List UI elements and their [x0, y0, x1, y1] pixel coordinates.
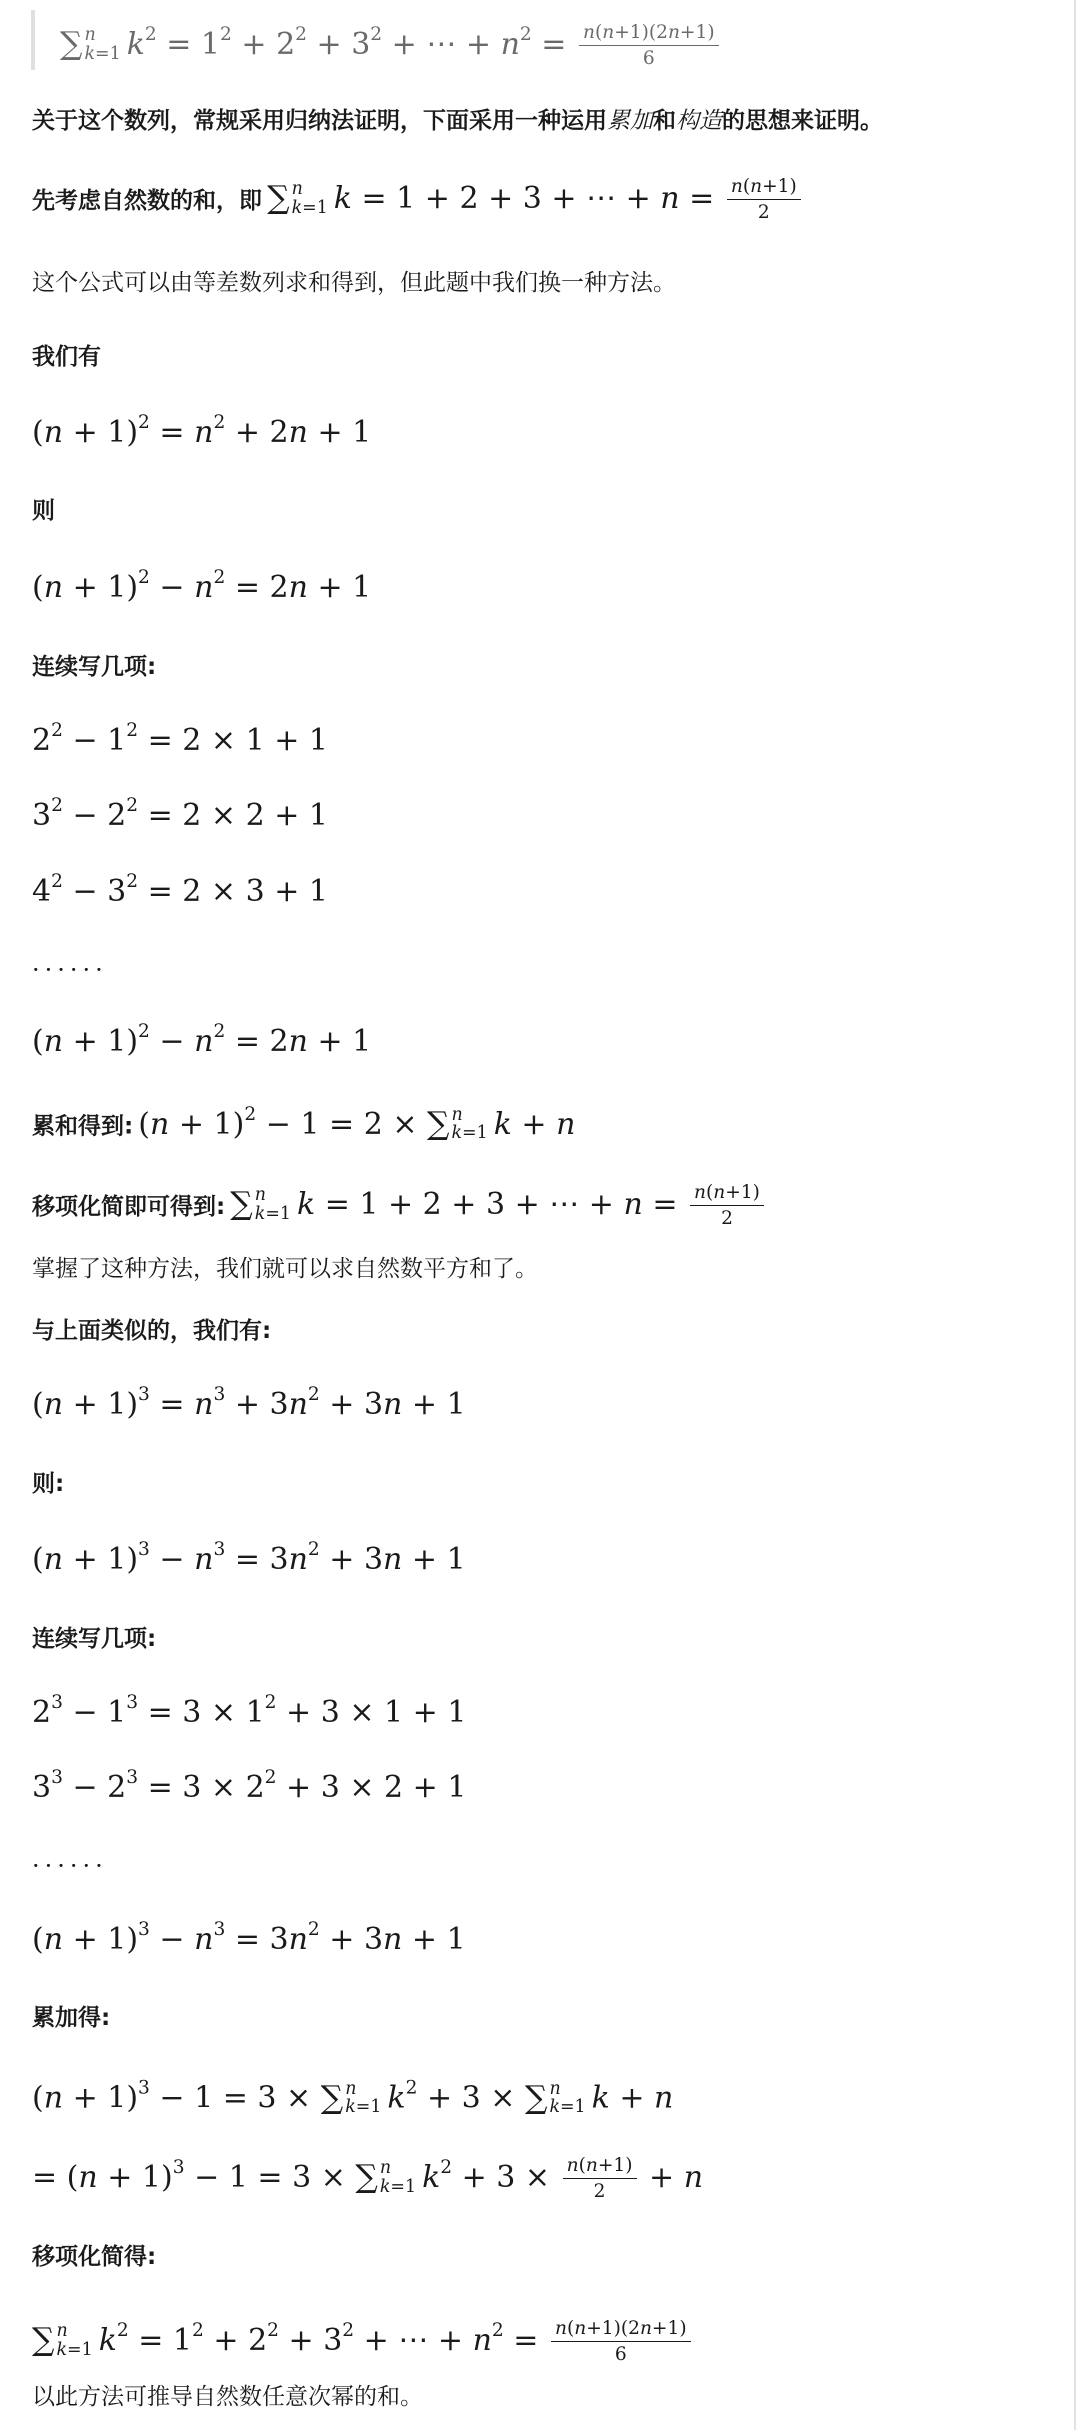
cube-term-n: $(n + 1)^3 - n^3 = 3n^2 + 3n + 1$: [32, 1919, 466, 1957]
intro-word-construct: 构造: [676, 108, 722, 134]
square-term-n: $(n + 1)^2 - n^2 = 2n + 1$: [32, 1021, 372, 1059]
simplify-label-2: 移项化简得:: [32, 2244, 157, 2270]
ellipsis-2: ······: [32, 1852, 108, 1880]
natural-sum-label: 先考虑自然数的和，即: [32, 187, 262, 214]
square-term-1: $2^2 - 1^2 = 2 \times 1 + 1$: [32, 720, 328, 758]
cube-expansion: $(n + 1)^3 = n^3 + 3n^2 + 3n + 1$: [32, 1384, 466, 1422]
natural-sum-formula: ∑ n k=1 k = 1 + 2 + 3 + ⋯ + n = $\frac{n(n+1)}{2}$: [267, 181, 804, 216]
cube-term-1: $2^3 - 1^3 = 3 \times 1^2 + 3 \times 1 + 1$: [32, 1692, 467, 1730]
then-label-2: 则:: [32, 1471, 65, 1497]
natural-sum-line: [32, 176, 804, 224]
square-term-3: $4^2 - 3^2 = 2 \times 3 + 1$: [32, 871, 328, 909]
intro-text: [32, 110, 883, 133]
sum-label-1: 累和得到:: [32, 1113, 134, 1140]
sum-line-1: [32, 1103, 576, 1144]
intro-post: 的思想来证明。: [722, 108, 883, 134]
master-note: 掌握了这种方法，我们就可以求自然数平方和了。: [32, 1256, 538, 1282]
write-terms-label-1: 连续写几项:: [32, 654, 157, 680]
intro-mid: 和: [653, 108, 676, 134]
sum-formula-2: $(n + 1)^3 - 1 = 3$ × ∑ n k=1 $k^2 + 3$ × ∑ n k=1 k + n: [32, 2077, 674, 2118]
blockquote-bar: [31, 10, 35, 70]
title-formula: ∑ n k=1 $k^2 = 1^2 + 2^2 + 3^2$ + ⋯ + $n^2$ = $\frac{n(n+1)(2n+1)}{6}$: [60, 22, 722, 70]
sum-formula-1: $(n + 1)^2 - 1 = 2$ × ∑ n k=1 k + n: [138, 1103, 576, 1144]
intro-pre: 关于这个数列，常规采用归纳法证明，下面采用一种运用: [32, 108, 607, 134]
cube-difference: $(n + 1)^3 - n^3 = 3n^2 + 3n + 1$: [32, 1539, 466, 1577]
then-label-1: 则: [32, 498, 55, 524]
sum-label-2: 累加得:: [32, 2005, 111, 2031]
ellipsis-1: ······: [32, 956, 108, 984]
similar-label: 与上面类似的，我们有:: [32, 1318, 272, 1344]
simplify-line-1: [32, 1182, 767, 1230]
sum-formula-3: = $(n + 1)^3 - 1 = 3$ × ∑ n k=1 $k^2 + 3$ × $\frac{n(n+1)}{2}$ + n: [32, 2155, 704, 2203]
intro-word-accumulate: 累加: [607, 108, 653, 134]
cube-term-2: $3^3 - 2^3 = 3 \times 2^2 + 3 \times 2 + 1$: [32, 1767, 467, 1805]
closing-note: 以此方法可推导自然数任意次幂的和。: [32, 2384, 423, 2410]
simplify-label-1: 移项化简即可得到:: [32, 1193, 226, 1220]
write-terms-label-2: 连续写几项:: [32, 1626, 157, 1652]
simplify-formula-1: ∑ n k=1 k = 1 + 2 + 3 + ⋯ + n = $\frac{n(n+1)}{2}$: [230, 1187, 767, 1222]
we-have-label: 我们有: [32, 344, 101, 370]
arith-note: 这个公式可以由等差数列求和得到，但此题中我们换一种方法。: [32, 270, 676, 296]
square-difference: $(n + 1)^2 - n^2 = 2n + 1$: [32, 567, 372, 605]
square-expansion: $(n + 1)^2 = n^2 + 2n + 1$: [32, 412, 372, 450]
square-term-2: $3^2 - 2^2 = 2 \times 2 + 1$: [32, 795, 328, 833]
final-formula: ∑ n k=1 $k^2 = 1^2 + 2^2 + 3^2$ + ⋯ + $n^2$ = $\frac{n(n+1)(2n+1)}{6}$: [32, 2318, 694, 2366]
